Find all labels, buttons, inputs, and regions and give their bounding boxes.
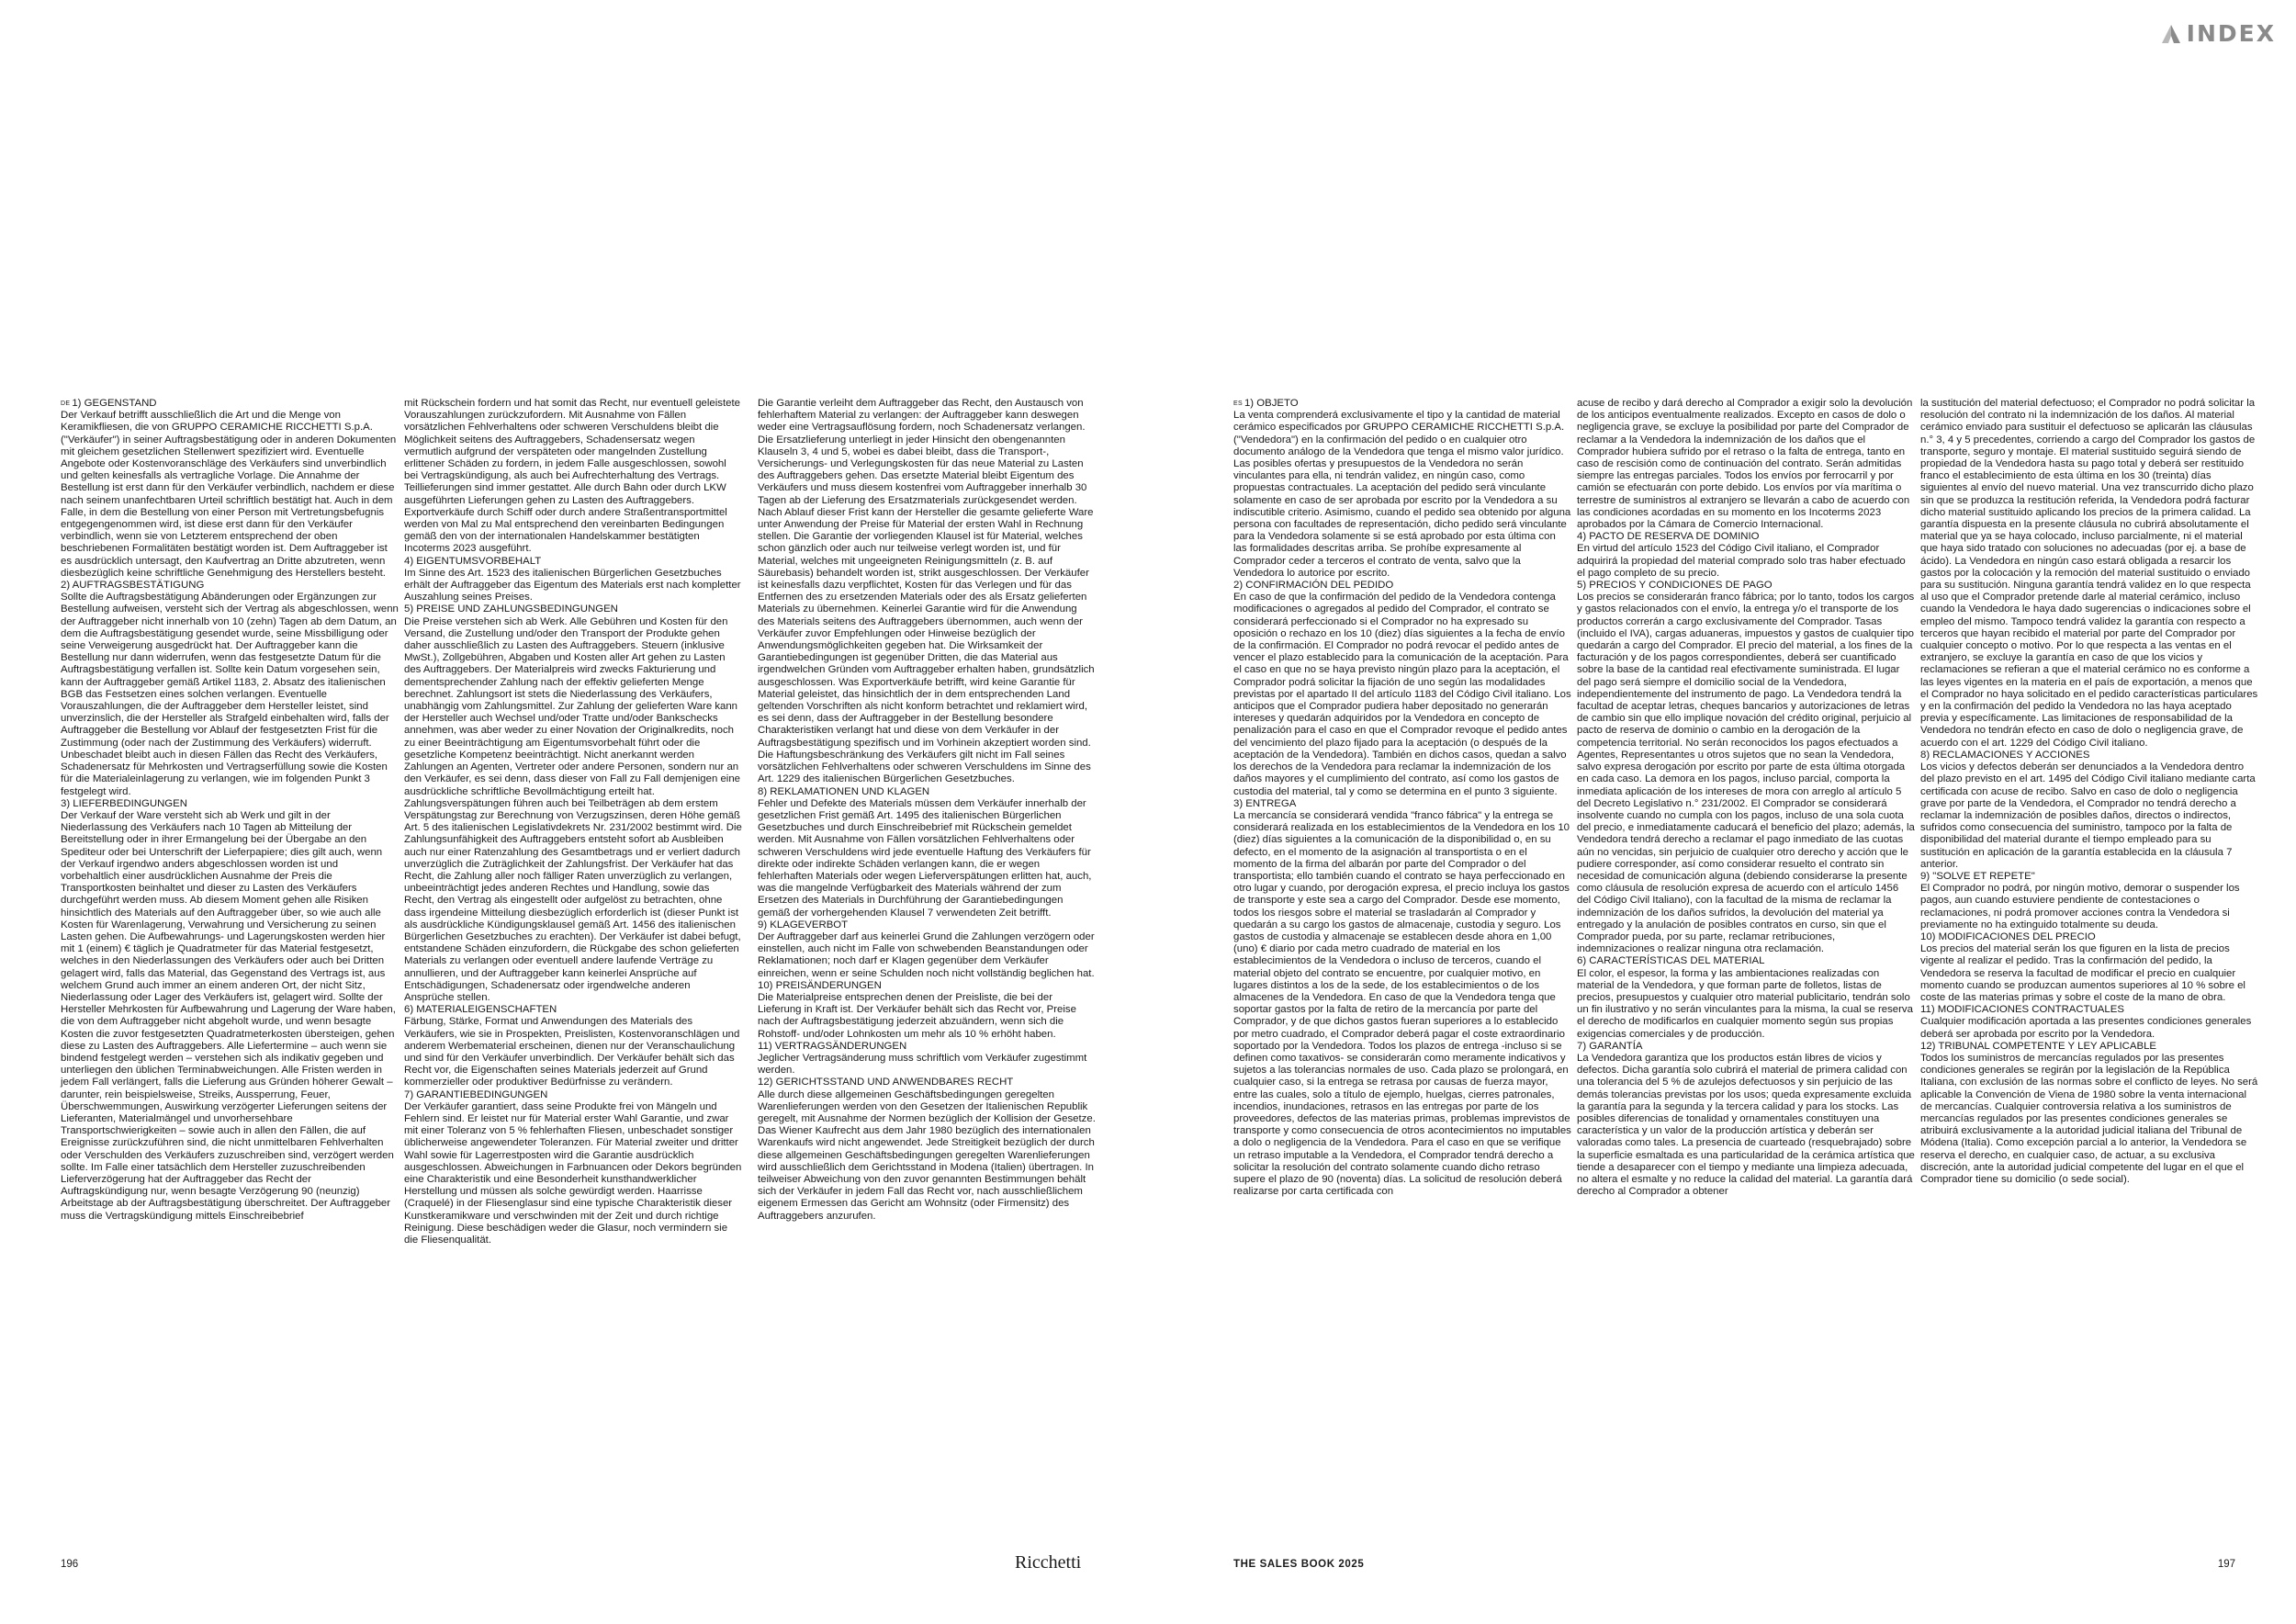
index-link[interactable] (2161, 20, 2276, 47)
column-3-german (758, 398, 1096, 1223)
clause-paragraph: Die Materialpreise entsprechen denen der Preisliste, die bei der Lieferung in Kraft ist. Der Verkäufer behält sich das Recht vor, Preise nach der Auftragsbestätigung jederzeit abzuändern, wenn sich die Rohstoff- und/oder Lohnkosten um mehr als 10 % erhöht haben. (758, 991, 1076, 1040)
clause-heading: ES 1) OBJETO (1233, 398, 1299, 409)
clause-paragraph: Der Verkauf betrifft ausschließlich die Art und die Menge von Keramikfliesen, die von GRUPPO CERAMICHE RICCHETTI S.p.A. ("Verkäufer") in seiner Auftragsbestätigung oder in anderen Dokumenten mit gleichem gesetzlichen Stellenwert spezifiziert wird. Eventuelle Angebote oder Kostenvoranschläge des Verkäufers sind unverbindlich und gelten keinesfalls als vertragliche Vorlage. Die Annahme der Bestellung ist erst dann für den Verkäufer verbindlich, nachdem er diese nach seinem unanfechtbaren Urteil schriftlich bestätigt hat. Auch in dem Falle, in dem die Bestellung von einer Person mit Vertretungsbefugnis entgegengenommen wird, ist diese erst dann für den Verkäufer verbindlich, wenn sie von Letzterem entsprechend der oben beschriebenen Formalitäten bestätigt worden ist. Dem Auftraggeber ist es ausdrücklich untersagt, den Kaufvertrag an Dritte abzutreten, wenn diesbezüglich keine schriftliche Genehmigung des Herstellers besteht. (61, 410, 397, 579)
clause-heading: 2) CONFIRMACIÓN DEL PEDIDO (1233, 580, 1394, 592)
clause-paragraph: La Vendedora garantiza que los productos están libres de vicios y defectos. Dicha garantía solo cubrirá el material de primera calidad con una tolerancia del 5 % de azulejos defectuosos y sin perjuicio de las demás tolerancias previstas por los usos; queda expresamente excluida la garantía para la segunda y la tercera calidad y para los stocks. Las posibles diferencias de tonalidad y ornamentales constituyen una característica y un valor de la producción artística y deberán ser valoradas como tales. La presencia de cuarteado (resquebrajado) sobre la superficie esmaltada es una particularidad de la cerámica artística que tiende a desaparecer con el tiempo y mediante una limpieza adecuada, no altera el esmalte y no reduce la calidad del material. La garantía dará derecho al Comprador a obtener (1577, 1052, 1915, 1198)
clause-heading: 12) GERICHTSSTAND UND ANWENDBARES RECHT (758, 1077, 1014, 1088)
clause-paragraph: acuse de recibo y dará derecho al Comprador a exigir solo la devolución de los anticipos eventualmente realizados. Excepto en casos de dolo o negligencia grave, se excluye la posibilidad por parte del Comprador de reclamar a la Vendedora la indemnización de los daños que el Comprador hubiera sufrido por el retraso o la falta de entrega, tanto en caso de rescisión como de continuación del contrato. Serán admitidas siempre las entregas parciales. Todos los envíos por ferrocarril y por camión se efectuarán con porte debido. Los envíos por vía marítima o terrestre de suministros al extranjero se llevarán a cabo de acuerdo con las condiciones acordadas en su momento en los Incoterms 2023 aprobados por la Cámara de Comercio Internacional. (1577, 398, 1913, 531)
clause-paragraph: Die Preise verstehen sich ab Werk. Alle Gebühren und Kosten für den Versand, die Zustellung und/oder den Transport der Produkte gehen daher ausschließlich zu Lasten des Auftraggebers. Steuern (inklusive MwSt.), Zollgebühren, Abgaben und Kosten aller Art gehen zu Lasten des Auftraggebers. Der Materialpreis wird zwecks Fakturierung und dementsprechender Zahlung nach der effektiv gelieferten Menge berechnet. Zahlungsort ist stets die Niederlassung des Verkäufers, unabhängig vom Zahlungsmittel. Zur Zahlung der gelieferten Ware kann der Hersteller auch Wechsel und/oder Tratte und/oder Bankschecks annehmen, was aber weder zu einer Novation der Originalkredits, noch zu einer Beeinträchtigung am Eigentumsvorbehalt führt oder die gesetzliche Kompetenz beeinträchtigt. Nicht anerkannt werden Zahlungen an Agenten, Vertreter oder andere Personen, sondern nur an den Verkäufer, es sei denn, dass dieser von Fall zu Fall demjenigen eine ausdrückliche schriftliche Bevollmächtigung erteilt hat. Zahlungsverspätungen führen auch bei Teilbeträgen ab dem erstem Verspätungstag zur Berechnung von Verzugszinsen, deren Höhe gemäß Art. 5 des italienischen Legislativdekrets Nr. 231/2002 bestimmt wird. Die Zahlungsunfähigkeit des Auftraggebers entsteht sofort ab Ausbleiben auch nur einer Ratenzahlung des Gesamtbetrags und er verliert dadurch unverzüglich die Zuträglichkeit der Zahlungsfrist. Der Verkäufer hat das Recht, die Zahlung aller noch fälliger Raten unverzüglich zu verlangen, unbeeinträchtigt jedes anderen Rechtes und Handlung, sowie das Recht, den Vertrag als eingestellt oder aufgelöst zu betrachten, ohne dass irgendeine Mitteilung diesbezüglich erforderlich ist (dieser Punkt ist als ausdrückliche Kündigungsklausel gemäß Art. 1456 des italienischen Bürgerlichen Gesetzbuches zu erachten). Der Verkäufer ist dabei befugt, entstandene Schäden einzufordern, die Rückgabe des schon gelieferten Materials zu verlangen oder eventuell andere laufende Verträge zu annullieren, und der Auftraggeber kann keinerlei Ansprüche auf Entschädigungen, Schadenersatz oder irgendwelche anderen Ansprüche stellen. (404, 615, 742, 1003)
index-label: INDEX (2186, 20, 2276, 47)
clause-paragraph: En virtud del artículo 1523 del Código Civil italiano, el Comprador adquirirá la propiedad del material comprado solo tras haber efectuado el pago completo de su precio. (1577, 543, 1906, 579)
clause-paragraph: Cualquier modificación aportada a las presentes condiciones generales deberá ser aprobada por escrito por la Vendedora. (1920, 1016, 2252, 1040)
clause-paragraph: El color, el espesor, la forma y las ambientaciones realizadas con material de la Vendedora, y que forman parte de folletos, listas de precios, presupuestos y cualquier otro material publicitario, tendrán solo un fin ilustrativo y no serán vinculantes para la misma, la cual se reserva el derecho de modificarlos en cualquier momento según sus propias exigencias comerciales y de producción. (1577, 967, 1913, 1040)
column-1-german (61, 398, 399, 1223)
clause-paragraph: Die Garantie verleiht dem Auftraggeber das Recht, den Austausch von fehlerhaftem Material zu verlangen: der Auftraggeber kann deswegen weder eine Vertragsauflösung fordern, noch Schadenersatz verlangen. Die Ersatzlieferung unterliegt in jeder Hinsicht den obengenannten Klauseln 3, 4 und 5, wobei es dabei bleibt, dass die Transport-, Versicherungs- und Verlegungskosten für das neue Material zu Lasten des Auftraggebers gehen. Das ersetzte Material bleibt Eigentum des Verkäufers und muss diesem kostenfrei vom Auftraggeber innerhalb 30 Tagen ab der Lieferung des Ersatzmaterials zurückgesendet werden. Nach Ablauf dieser Frist kann der Hersteller die gesamte gelieferte Ware unter Anwendung der Preise für Material der ersten Wahl in Rechnung stellen. Die Garantie der vorliegenden Klausel ist für Material, welches schon gänzlich oder auch nur teilweise verlegt worden ist, und für Material, welches mit ungeeigneten Reinigungsmitteln (z. B. auf Säurebasis) behandelt worden ist, strikt ausgeschlossen. Der Verkäufer ist keinesfalls dazu verpflichtet, Kosten für das Verlegen und für das Entfernen des zu ersetzenden Materials oder des als Ersatz gelieferten Materials zu übernehmen. Keinerlei Garantie wird für die Anwendung des Materials seitens des Auftraggebers übernommen, auch wenn der Verkäufer zuvor Empfehlungen oder Hinweise bezüglich der Anwendungsmöglichkeiten gegeben hat. Die Wirksamkeit der Garantiebedingungen ist gegenüber Dritten, die das Material aus irgendwelchen Gründen vom Auftraggeber erhalten haben, grundsätzlich ausgeschlossen. Was Exportverkäufe betrifft, wird keine Garantie für Material geleistet, das hinsichtlich der in dem entsprechenden Land geltenden Vorschriften als nicht konform betrachtet und reklamiert wird, es sei denn, dass der Auftraggeber in der Bestellung besondere Charakteristiken verlangt hat und diese von dem Verkäufer in der Auftragsbestätigung spezifisch und im Vorhinein akzeptiert worden sind. Die Haftungsbeschränkung des Verkäufers gilt nicht im Fall seines vorsätzlichen Fehlverhaltens oder schweren Verschuldens im Sinne des Art. 1229 des italienischen Bürgerlichen Gesetzbuches. (758, 398, 1095, 785)
clause-heading: 3) LIEFERBEDINGUNGEN (61, 797, 187, 809)
clause-paragraph: Fehler und Defekte des Materials müssen dem Verkäufer innerhalb der gesetzlichen Frist gemäß Art. 1495 des italienischen Bürgerlichen Gesetzbuches und durch Einschreibebrief mit Rückschein gemeldet werden. Mit Ausnahme von Fällen vorsätzlichen Fehlverhaltens oder schweren Verschuldens wird jede eventuelle Haftung des Verkäufers für direkte oder indirekte Schäden verlangen kann, die er wegen fehlerhaften Materials oder wegen Lieferverspätungen erlitten hat, auch, was die mangelnde Verfügbarkeit des Materials während der zum Ersetzen des Materials in Durchführung der Garantiebedingungen gemäß der vorhergehenden Klausel 7 verwendeten Zeit betrifft. (758, 797, 1092, 919)
clause-paragraph: la sustitución del material defectuoso; el Comprador no podrá solicitar la resolución del contrato ni la indemnización de los daños. Al material cerámico enviado para sustituir el defectuoso se aplicarán las cláusulas n.° 3, 4 y 5 precedentes, corriendo a cargo del Comprador los gastos de transporte, seguro y montaje. El material sustituido seguirá siendo de propiedad de la Vendedora hasta su pago total y deberá ser restituido franco el establecimiento de esta última en los 30 (treinta) días siguientes al envío del nuevo material. Una vez transcurrido dicho plazo sin que se produzca la restitución referida, la Vendedora podrá facturar dicho material sustituido aplicando los precios de la primera calidad. La garantía dispuesta en la presente cláusula no cubrirá absolutamente el material que ya se haya colocado, incluso parcialmente, ni el material que haya sido tratado con soluciones no adecuadas (por ej. a base de ácido). La Vendedora en ningún caso estará obligada a resarcir los gastos por la colocación y la remoción del material sustituido o enviado para su sustitución. Ninguna garantía tendrá validez en lo que respecta al uso que el Comprador pretende darle al material cerámico, incluso cuando la Vendedora le haya dado sugerencias o indicaciones sobre el empleo del mismo. Tampoco tendrá validez la garantía con respecto a terceros que hayan recibido el material por parte del Comprador por cualquier concepto o motivo. Por lo que respecta a las ventas en el extranjero, se excluye la garantía en caso de que los vicios y reclamaciones se refieran a que el material cerámico no es conforme a las leyes vigentes en la materia en el país de exportación, a menos que el Comprador no haya solicitado en el pedido características particulares y en la confirmación del pedido la Vendedora no las haya aceptado previa y específicamente. Las limitaciones de responsabilidad de la Vendedora no tendrán efecto en caso de dolo o negligencia grave, de acuerdo con el art. 1229 del Código Civil italiano. (1920, 398, 2258, 749)
clause-heading: 11) MODIFICACIONES CONTRACTUALES (1920, 1004, 2124, 1016)
clause-heading: 5) PRECIOS Y CONDICIONES DE PAGO (1577, 580, 1773, 592)
clause-heading: 12) TRIBUNAL COMPETENTE Y LEY APLICABLE (1920, 1040, 2157, 1052)
clause-heading: 7) GARANTÍA (1577, 1040, 1643, 1052)
clause-paragraph: La mercancía se considerará vendida "franco fábrica" y la entrega se considerará realizada en los establecimientos de la Vendedora en los 10 (diez) días siguientes a la comunicación de la disponibilidad o, en su defecto, en el momento de la asignación al transportista o en el momento de la firma del albarán por parte del Comprador o del transportista; ello también cuando el contrato se haya perfeccionado en otro lugar y cuando, por derogación expresa, el precio incluya los gastos de transporte y este sea a cargo del Comprador. Desde ese momento, todos los riesgos sobre el material se trasladarán al Comprador y quedarán a su cargo los gastos de almacenaje, custodia y seguro. Los gastos de custodia y almacenaje se establecen desde ahora en 1,00 (uno) € diario por cada metro cuadrado de material en los establecimientos de la Vendedora o incluso de terceros, cuando el material objeto del contrato se encuentre, por cualquier motivo, en lugares distintos a los de la sede, de los establecimientos o de los almacenes de la Vendedora. En caso de que la Vendedora tenga que soportar gastos por la falta de retiro de la mercancía por parte del Comprador, y de que dichos gastos fueran superiores a lo establecido por metro cuadrado, el Comprador deberá pagar el coste extraordinario soportado por la Vendedora. Todos los plazos de entrega -incluso si se definen como taxativos- se considerarán como meramente indicativos y sujetos a las tolerancias normales de uso. Cada plazo se prolongará, en cualquier caso, si la entrega se retrasa por causas de fuerza mayor, entre las cuales, solo a título de ejemplo, huelgas, cierres patronales, incendios, inundaciones, retrasos en las entregas por parte de los proveedores, defectos de las materias primas, problemas imprevistos de transporte y como consecuencia de otros acontecimientos no imputables a dolo o negligencia de la Vendedora. Para el caso en que se verifique un retraso imputable a la Vendedora, el Comprador tendrá derecho a solicitar la resolución del contrato solamente cuando dicho retraso supere el plazo de 90 (noventa) días. La solicitud de resolución deberá realizarse por carta certificada con (1233, 809, 1571, 1198)
clause-paragraph: Der Verkäufer garantiert, dass seine Produkte frei von Mängeln und Fehlern sind. Er leistet nur für Material erster Wahl Garantie, und zwar mit einer Toleranz von 5 % fehlerhaften Fliesen, unbeschadet sonstiger üblicherweise angewendeter Toleranzen. Für Material zweiter und dritter Wahl sowie für Lagerrestposten wird die Garantie ausdrücklich ausgeschlossen. Abweichungen in Farbnuancen oder Dekors begründen eine Charakteristik und eine Besonderheit kunsthandwerklicher Herstellung und müssen als solche gewürdigt werden. Haarrisse (Craquelé) in der Fliesenglasur sind eine typische Charakteristik dieser Kunstkeramikware und verschwinden mit der Zeit und durch richtige Reinigung. Diese beschädigen weder die Glasur, noch vermindern sie die Fliesenqualität. (404, 1100, 742, 1246)
clause-heading: 6) CARACTERÍSTICAS DEL MATERIAL (1577, 955, 1765, 967)
clause-paragraph: Los vicios y defectos deberán ser denunciados a la Vendedora dentro del plazo previsto en el art. 1495 del Código Civil italiano mediante carta certificada con acuse de recibo. Salvo en caso de dolo o negligencia grave por parte de la Vendedora, el Comprador no tendrá derecho a reclamar la indemnización de posibles daños, directos o indirectos, sufridos como consecuencia del suministro, tampoco por la falta de disponibilidad del material durante el tiempo empleado para su sustitución en aplicación de la garantía establecida en la cláusula 7 anterior. (1920, 761, 2256, 870)
clause-paragraph: Färbung, Stärke, Format und Anwendungen des Materials des Verkäufers, wie sie in Prospekten, Preislisten, Kostenvoranschlägen und anderem Werbematerial erscheinen, dienen nur der Veranschaulichung und sind für den Verkäufer unverbindlich. Der Verkäufer behält sich das Recht vor, die Eigenschaften seines Materials jederzeit auf Grund kommerzieller oder produktiver Bedürfnisse zu verändern. (404, 1016, 740, 1088)
clause-heading: 6) MATERIALEIGENSCHAFTEN (404, 1004, 557, 1016)
clause-paragraph: Jeglicher Vertragsänderung muss schriftlich vom Verkäufer zugestimmt werden. (758, 1052, 1087, 1077)
clause-paragraph: Alle durch diese allgemeinen Geschäftsbedingungen geregelten Warenlieferungen werden von den Gesetzen der Italienischen Republik geregelt, mit Ausnahme der Normen bezüglich der Kollision der Gesetze. Das Wiener Kaufrecht aus dem Jahr 1980 bezüglich des internationalen Warenkaufs wird nicht angewendet. Jede Streitigkeit bezüglich der durch diese allgemeinen Geschäftsbedingungen geregelten Warenlieferungen wird ausschließlich dem Gerichtsstand in Modena (Italien) übertragen. In teilweiser Abweichung von den zuvor genannten Bestimmungen behält sich der Verkäufer in jedem Fall das Recht vor, nach ausschließlichem eigenem Ermessen das Gericht am Wohnsitz (oder Firmensitz) des Auftraggebers anzurufen. (758, 1088, 1096, 1222)
clause-heading: 8) REKLAMATIONEN UND KLAGEN (758, 785, 930, 797)
clause-heading: 10) MODIFICACIONES DEL PRECIO (1920, 930, 2096, 942)
clause-paragraph: La venta comprenderá exclusivamente el tipo y la cantidad de material cerámico especificados por GRUPPO CERAMICHE RICCHETTI S.p.A. ("Vendedora") en la confirmación del pedido o en cualquier otro documento análogo de la Vendedora que tenga el mismo valor jurídico. Las posibles ofertas y presupuestos de la Vendedora no serán vinculantes para ella, ni tendrán validez, en ningún caso, como propuestas contractuales. La aceptación del pedido será vinculante solamente en caso de ser aprobada por escrito por la Vendedora a su indiscutible criterio. Asimismo, cuando el pedido sea obtenido por alguna persona con facultades de representación, dicho pedido será vinculante para la Vendedora solamente si se está aprobado por esta última con las formalidades descritas arriba. Se prohíbe expresamente al Comprador ceder a terceros el contrato de venta, salvo que la Vendedora lo autorice por escrito. (1233, 410, 1571, 579)
clause-heading: 5) PREISE UND ZAHLUNGSBEDINGUNGEN (404, 603, 618, 615)
clause-heading: 4) PACTO DE RESERVA DE DOMINIO (1577, 531, 1760, 543)
clause-paragraph: mit Rückschein fordern und hat somit das Recht, nur eventuell geleistete Vorauszahlungen zurückzufordern. Mit Ausnahme von Fällen vorsätzlichen Fehlverhaltens oder schweren Verschuldens bleibt die Möglichkeit seitens des Auftraggebers, Schadensersatz wegen vermutlich aufgrund der verspäteten oder mangelnden Zustellung erlittener Schäden zu fordern, in jedem Falle ausgeschlossen, sowohl bei Vertragskündigung, als auch bei Aufrechterhaltung des Vertrags. Teillieferungen sind immer gestattet. Alle durch Bahn oder durch LKW ausgeführten Lieferungen gehen zu Lasten des Auftraggebers. Exportverkäufe durch Schiff oder durch andere Straßentransportmittel werden von Mal zu Mal entsprechend den vereinbarten Bedingungen gemäß den von der internationalen Handelskammer bestätigten Incoterms 2023 ausgeführt. (404, 398, 740, 555)
clause-heading: 7) GARANTIEBEDINGUNGEN (404, 1088, 548, 1100)
language-tag: ES (1233, 400, 1243, 407)
clause-heading: 3) ENTREGA (1233, 797, 1297, 809)
brand-logo: Ricchetti (1015, 1552, 1082, 1573)
clause-paragraph: Im Sinne des Art. 1523 des italienischen Bürgerlichen Gesetzbuches erhält der Auftraggeber das Eigentum des Materials erst nach kompletter Auszahlung seines Preises. (404, 567, 741, 603)
clause-paragraph: En caso de que la confirmación del pedido de la Vendedora contenga modificaciones o agregados al pedido del Comprador, el contrato se considerará perfeccionado si el Comprador no ha expresado su oposición o rechazo en los 10 (diez) días siguientes a la fecha de envío de la confirmación. El Comprador no podrá revocar el pedido antes de vencer el plazo establecido para la comunicación de la aceptación. Para el caso en que no se haya previsto ningún plazo para la aceptación, el Comprador podrá solicitar la fijación de uno según las modalidades previstas por el apartado II del artículo 1183 del Código Civil italiano. Los anticipos que el Comprador pudiera haber depositado no generarán intereses y quedarán adquiridos por la Vendedora en concepto de penalización para el caso en que el Comprador revoque el pedido antes del vencimiento del plazo fijado para la aceptación (o después de la aceptación de la Vendedora). También en dichos casos, quedan a salvo los derechos de la Vendedora para reclamar la indemnización de los daños mayores y el cumplimiento del contrato, así como los gastos de custodia del material, tal y como se determina en el punto 3 siguiente. (1233, 592, 1571, 797)
clause-paragraph: Todos los suministros de mercancías regulados por las presentes condiciones generales se regirán por la legislación de la República Italiana, con exclusión de las normas sobre el conflicto de leyes. No será aplicable la Convención de Viena de 1980 sobre la venta internacional de mercancías. Cualquier controversia relativa a los suministros de mercancías regulados por las presentes condiciones generales se atribuirá exclusivamente a la autoridad judicial italiana del Tribunal de Módena (Italia). Como excepción parcial a lo anterior, la Vendedora se reserva el derecho, en cualquier caso, de actuar, a su exclusiva discreción, ante la autoridad judicial competente del lugar en el que el Comprador tiene su domicilio (o sede social). (1920, 1052, 2258, 1185)
clause-heading: 2) AUFTRAGSBESTÄTIGUNG (61, 580, 205, 592)
clause-heading: 8) RECLAMACIONES Y ACCIONES (1920, 749, 2090, 761)
clause-heading: 9) KLAGEVERBOT (758, 919, 849, 930)
column-2-german (404, 398, 742, 1246)
clause-heading: DE 1) GEGENSTAND (61, 398, 157, 409)
clause-paragraph: Der Auftraggeber darf aus keinerlei Grund die Zahlungen verzögern oder einstellen, auch nicht im Falle von schwebenden Beanstandungen oder Reklamationen; noch darf er Klagen gegenüber dem Verkäufer einreichen, wenn er seine Schulden noch nicht vollständig beglichen hat. (758, 930, 1095, 979)
clause-heading: 4) EIGENTUMSVORBEHALT (404, 555, 542, 567)
triangle-logo-icon (2161, 24, 2181, 44)
clause-paragraph: El Comprador no podrá, por ningún motivo, demorar o suspender los pagos, aun cuando estuviere pendiente de contestaciones o reclamaciones, ni podrá promover acciones contra la Vendedora si previamente no ha extinguido totalmente su deuda. (1920, 883, 2240, 930)
clause-paragraph: Los precios se considerarán franco fábrica; por lo tanto, todos los cargos y gastos relacionados con el envío, la entrega y/o el transporte de los productos correrán a cargo exclusivamente del Comprador. Tasas (incluido el IVA), cargas aduaneras, impuestos y gastos de cualquier tipo quedarán a cargo del Comprador. El precio del material, a los fines de la facturación y de los pagos correspondientes, deberá ser cuantificado sobre la base de la cantidad real efectivamente suministrada. El lugar del pago será siempre el domicilio social de la Vendedora, independientemente del instrumento de pago. La Vendedora tendrá la facultad de aceptar letras, cheques bancarios y autorizaciones de letras de cambio sin que ello implique novación del crédito original, perjuicio al pacto de reserva de dominio o cambio en la derogación de la competencia territorial. No serán reconocidos los pagos efectuados a Agentes, Representantes u otros sujetos que no sean la Vendedora, salvo expresa derogación por escrito por parte de esta última otorgada en cada caso. La demora en los pagos, incluso parcial, comporta la inmediata aplicación de los intereses de mora con arreglo al artículo 5 del Decreto Legislativo n.° 231/2002. El Comprador se considerará insolvente cuando no cumpla con los pagos, incluso de una sola cuota del precio, e inmediatamente caducará el beneficio del plazo; además, la Vendedora tendrá derecho a reclamar el pago inmediato de las cuotas aún no vencidas, sin perjuicio de cualquier otro derecho y acción que le pudiere corresponder, así como considerar resuelto el contrato sin necesidad de comunicación alguna (debiendo considerarse la presente como cláusula de resolución expresa de acuerdo con el artículo 1456 del Código Civil Italiano), con la facultad de la misma de reclamar la indemnización de los daños sufridos, la devolución del material ya entregado y la anulación de posibles contratos en curso, sin que el Comprador pueda, por su parte, reclamar retribuciones, indemnizaciones o realizar ninguna otra reclamación. (1577, 592, 1915, 955)
language-tag: DE (61, 400, 71, 407)
clause-paragraph: Sollte die Auftragsbestätigung Abänderungen oder Ergänzungen zur Bestellung aufweisen, versteht sich der Vertrag als abgeschlossen, wenn der Auftraggeber nicht innerhalb von 10 (zehn) Tagen ab dem Datum, an dem die Auftragsbestätigung gesendet wurde, seine Missbilligung oder seine Verweigerung ausgedrückt hat. Der Auftraggeber kann die Bestellung nur dann widerrufen, wenn das festgesetzte Datum für die Auftragsbestätigung verfallen ist. Sollte kein Datum vorgesehen sein, kann der Auftraggeber gemäß Artikel 1183, 2. Absatz des italienischen BGB das Festsetzen eines solchen verlangen. Eventuelle Vorauszahlungen, die der Auftraggeber dem Hersteller leistet, sind unverzinslich, die der Hersteller als Strafgeld einbehalten wird, falls der Auftraggeber die Bestellung vor Ablauf der festgesetzten Frist für die Zustimmung (oder nach der Zustimmung des Verkäufers) widerruft. Unbeschadet bleibt auch in diesen Fällen das Recht des Verkäufers, Schadenersatz für Mehrkosten und Vertragserfüllung sowie die Kosten für die Materialeinlagerung zu verlangen, wie im folgenden Punkt 3 festgelegt wird. (61, 592, 399, 797)
clause-heading: 11) VERTRAGSÄNDERUNGEN (758, 1040, 907, 1052)
page-number-right: 197 (2217, 1559, 2235, 1570)
book-title: THE SALES BOOK 2025 (1233, 1559, 1365, 1570)
clause-heading: 10) PREISÄNDERUNGEN (758, 979, 882, 991)
clause-heading: 9) "SOLVE ET REPETE" (1920, 870, 2035, 882)
column-4-spanish (1233, 398, 1571, 1198)
column-6-spanish (1920, 398, 2258, 1186)
clause-paragraph: Der Verkauf der Ware versteht sich ab Werk und gilt in der Niederlassung des Verkäufers nach 10 Tagen ab Mitteilung der Bereitstellung oder in ihrer Ermangelung bei der Übergabe an den Spediteur oder bei Unterschrift der Lieferpapiere; dies gilt auch, wenn der Verkauf irgendwo anders abgeschlossen worden ist und vorbehaltlich einer ausdrücklichen Ausnahme der Preis die Transportkosten beinhaltet und dieser zu Lasten des Verkäufers durchgeführt werden muss. Ab diesem Moment gehen alle Risiken hinsichtlich des Materials auf den Auftraggeber über, so wie auch alle Kosten für Warenlagerung, Verwahrung und Versicherung zu seinen Lasten gehen. Die Aufbewahrungs- und Lagerungskosten werden hier mit 1 (einem) € täglich je Quadratmeter für das Material festgesetzt, welches in den Niederlassungen des Verkäufers oder auch bei Dritten gelagert wird, falls das Material, das Gegenstand des Vertrags ist, aus welchem Grund auch immer an einem anderen Ort, der nicht Sitz, Niederlassung oder Lager des Verkäufers ist, gelagert wird. Sollte der Hersteller Mehrkosten für Aufbewahrung und Lagerung der Ware haben, die von dem Auftraggeber nicht abgeholt wurde, und wenn besagte Kosten die zuvor festgesetzten Quadratmeterkosten übersteigen, gehen diese zu Lasten des Auftraggebers. Alle Liefertermine – auch wenn sie bindend festgelegt werden – verstehen sich als indikativ gegeben und unterliegen den üblichen Terminabweichungen. Alle Fristen werden in jedem Fall verlängert, falls die Lieferung aus Gründen höherer Gewalt – darunter, rein beispielsweise, Streiks, Aussperrung, Feuer, Überschwemmungen, Auswirkung verzögerter Lieferungen seitens der Lieferanten, Materialmängel und unvorhersehbare Transportschwierigkeiten – sowie auch in allen den Fällen, die auf Ereignisse zurückzuführen sind, die nicht unmittelbaren Fehlverhalten oder Verschulden des Verkäufers zuzuschreiben sind, verzögert werden sollte. Im Falle einer tatsächlich dem Hersteller zuzuschreibenden Lieferverzögerung hat der Auftraggeber das Recht der Auftragskündigung nur, wenn besagte Verzögerung 90 (neunzig) Arbeitstage ab der Auftragsbestätigung überschreitet. Der Auftraggeber muss die Vertragskündigung mittels Einschreibebrief (61, 809, 396, 1222)
page-number-left: 196 (61, 1559, 79, 1570)
clause-paragraph: Los precios del material serán los que figuren en la lista de precios vigente al realizar el pedido. Tras la confirmación del pedido, la Vendedora se reserva la facultad de modificar el precio en cualquier momento cuando se produzcan aumentos superiores al 10 % sobre el coste de las materias primas y sobre el coste de la mano de obra. (1920, 943, 2245, 1003)
column-5-spanish (1577, 398, 1915, 1198)
